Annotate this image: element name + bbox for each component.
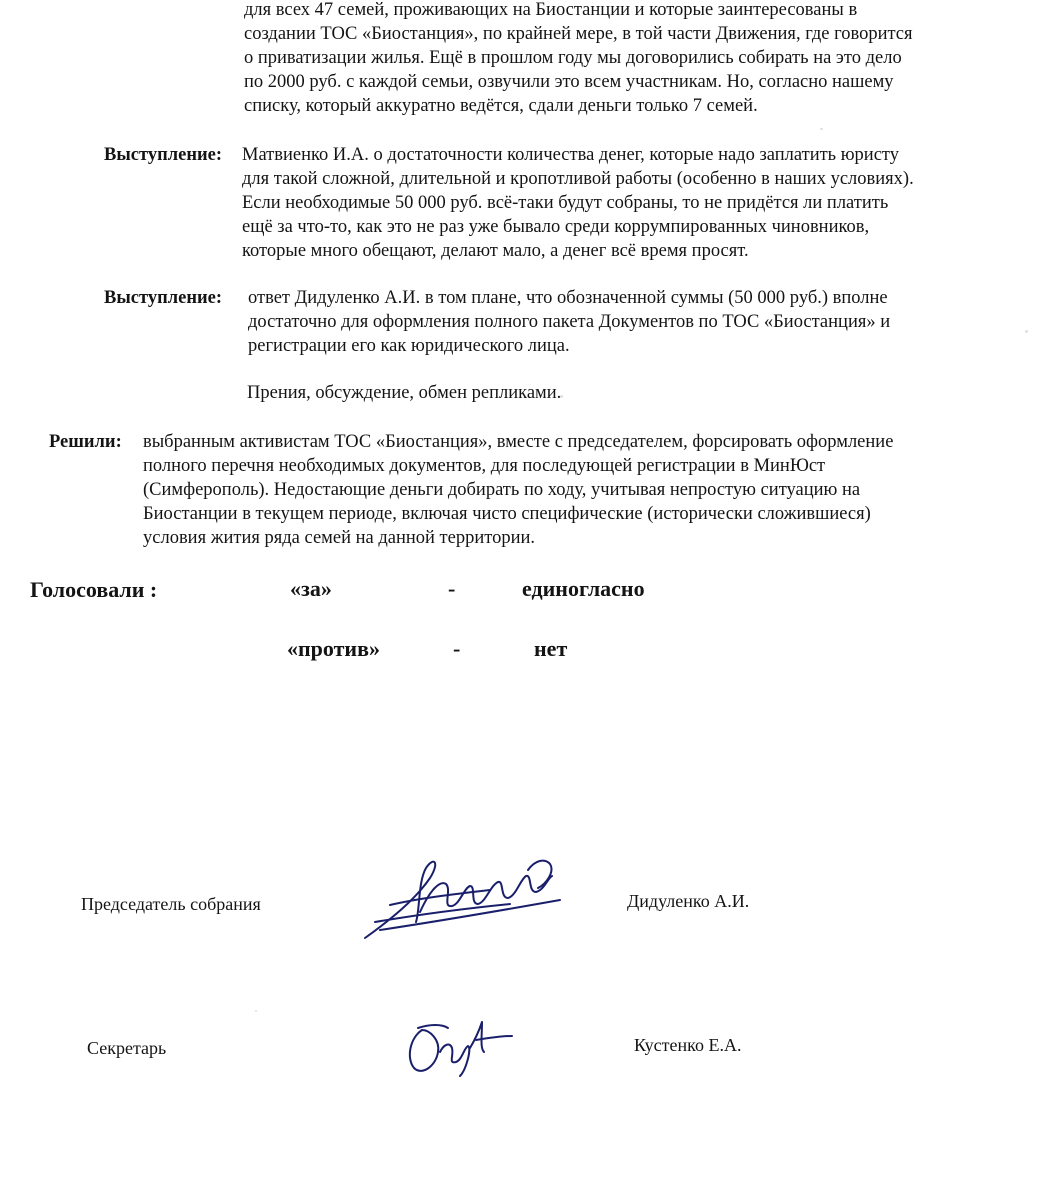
chairman-name: Дидуленко А.И. — [627, 891, 750, 911]
speech-label: Выступление: — [104, 288, 223, 308]
speech-line: Матвиенко И.А. о достаточности количества денег, которые надо заплатить юристу — [242, 145, 900, 165]
speech-line: для такой сложной, длительной и кропотливой работы (особенно в наших условиях). — [242, 169, 914, 189]
speech-line: Если необходимые 50 000 руб. всё-таки будут собраны, то не придётся ли платить — [242, 193, 889, 213]
scan-speckle — [1025, 330, 1028, 333]
decision-label: Решили: — [49, 432, 122, 452]
intro-line: создании ТОС «Биостанция», по крайней мере, в той части Движения, где говорится — [244, 24, 913, 44]
vote-for-label: «за» — [290, 576, 332, 601]
vote-against-result: нет — [534, 636, 568, 661]
secretary-role: Секретарь — [87, 1038, 167, 1058]
intro-line: о приватизации жилья. Ещё в прошлом году мы договорились собирать на это дело — [244, 48, 902, 68]
speech-line: которые много обещают, делают мало, а денег всё время просят. — [242, 241, 749, 261]
scan-speckle — [255, 1010, 257, 1012]
vote-for-result: единогласно — [522, 576, 645, 601]
chairman-signature — [360, 850, 570, 945]
discussion-text: Прения, обсуждение, обмен репликами. — [247, 383, 562, 403]
vote-against-dash: - — [453, 636, 461, 661]
decision-line: условия жития ряда семей на данной территории. — [143, 528, 536, 548]
decision-line: (Симферополь). Недостающие деньги добирать по ходу, учитывая непростую ситуацию на — [143, 480, 861, 500]
decision-line: полного перечня необходимых документов, для последующей регистрации в МинЮст — [143, 456, 826, 476]
chairman-role: Председатель собрания — [81, 894, 261, 914]
vote-for-dash: - — [448, 576, 456, 601]
speech-line: достаточно для оформления полного пакета Документов по ТОС «Биостанция» и — [248, 312, 891, 332]
decision-line: выбранным активистам ТОС «Биостанция», вместе с председателем, форсировать оформление — [143, 432, 894, 452]
voting-label: Голосовали : — [30, 577, 158, 602]
intro-line: по 2000 руб. с каждой семьи, озвучили это всем участникам. Но, согласно нашему — [244, 72, 894, 92]
secretary-signature — [400, 1018, 515, 1080]
speech-line: регистрации его как юридического лица. — [248, 336, 570, 356]
speech-label: Выступление: — [104, 145, 223, 165]
intro-line: для всех 47 семей, проживающих на Биостанции и которые заинтересованы в — [244, 0, 858, 20]
decision-line: Биостанции в текущем периоде, включая чисто специфические (исторически сложившиеся) — [143, 504, 871, 524]
scan-speckle — [820, 128, 823, 130]
intro-line: списку, который аккуратно ведётся, сдали деньги только 7 семей. — [244, 96, 758, 116]
speech-line: ещё за что-то, как это не раз уже бывало среди коррумпированных чиновников, — [242, 217, 870, 237]
speech-line: ответ Дидуленко А.И. в том плане, что обозначенной суммы (50 000 руб.) вполне — [248, 288, 888, 308]
vote-against-label: «против» — [287, 636, 380, 661]
secretary-name: Кустенко Е.А. — [634, 1035, 742, 1055]
